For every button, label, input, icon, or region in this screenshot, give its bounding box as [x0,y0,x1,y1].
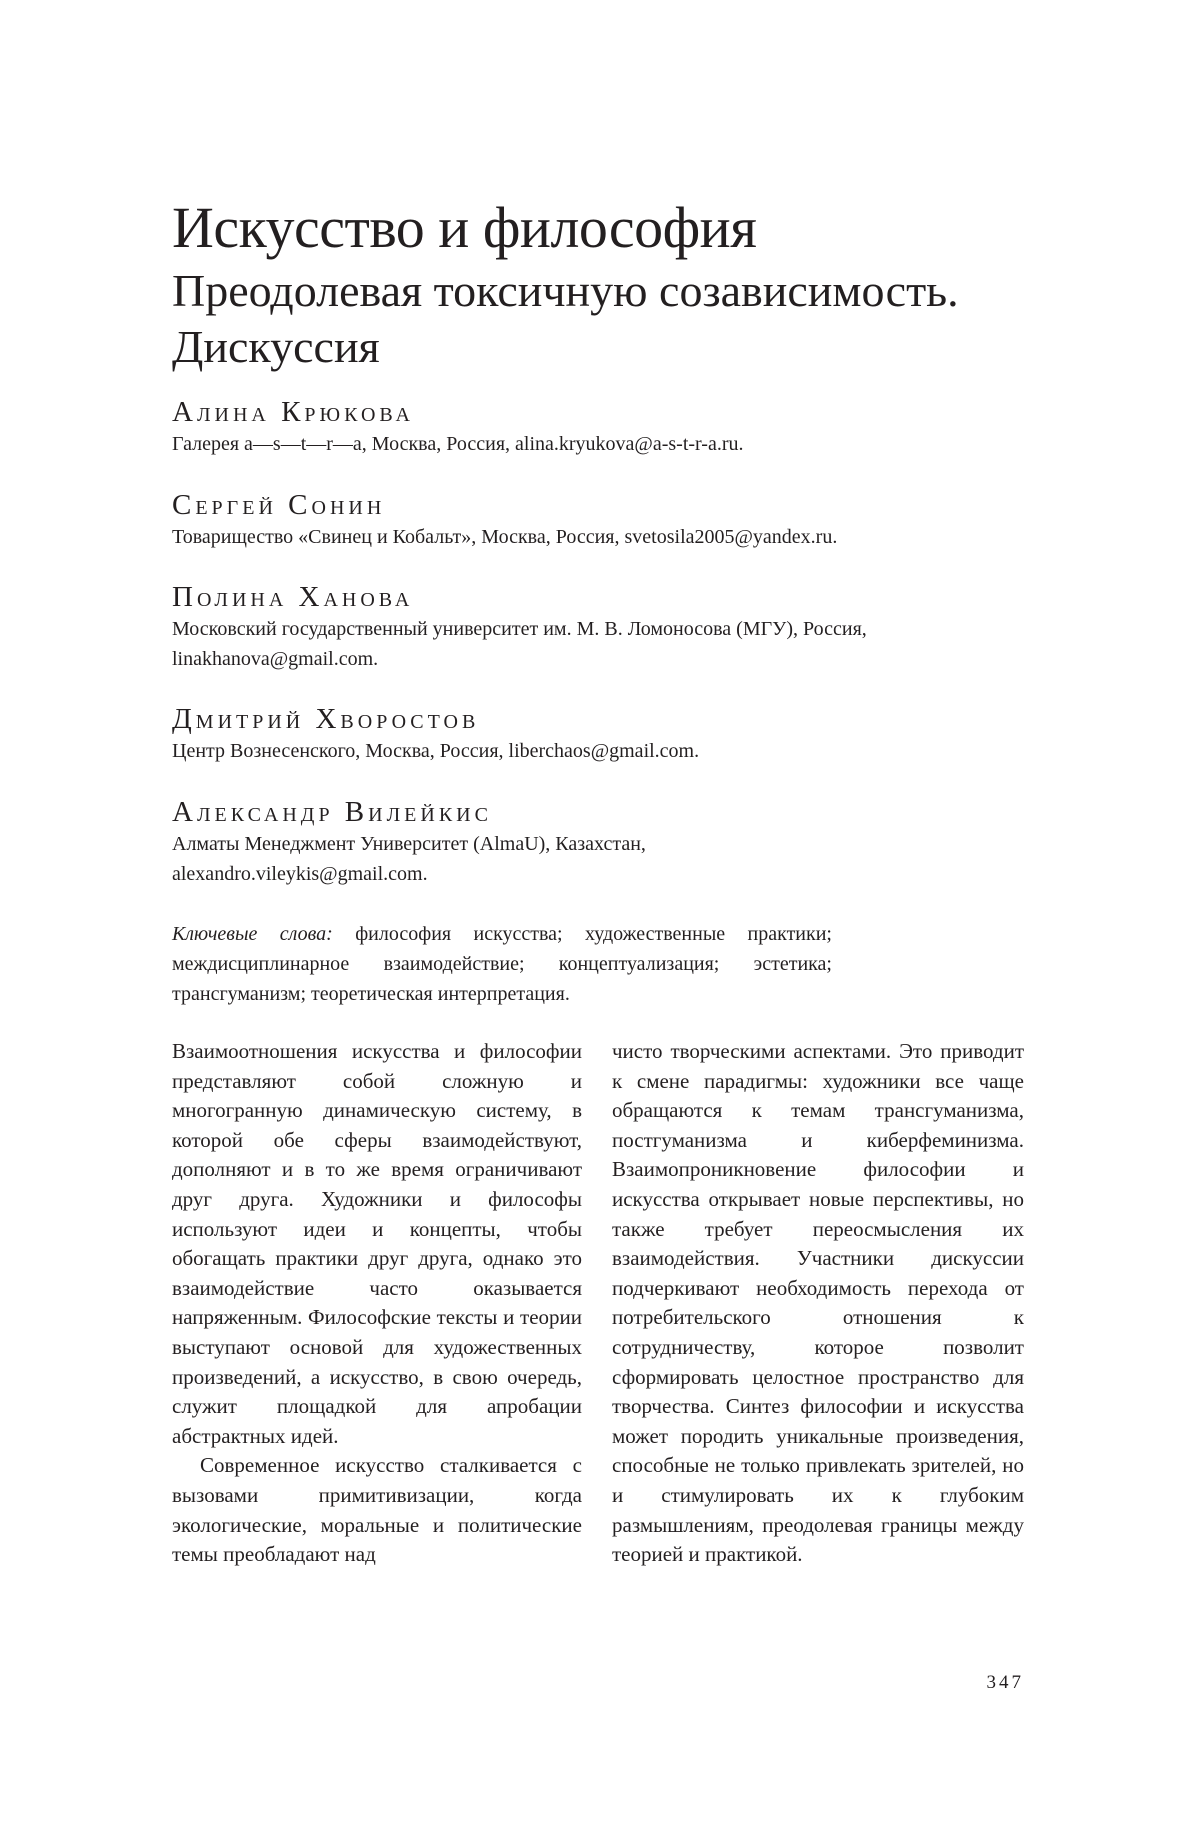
article-title: Искусство и философия [172,195,757,260]
author-name: Александр Вилейкис [172,796,492,828]
author-block [172,702,1032,766]
keywords-text: философия искусства; художественные практики; междисциплинарное взаимодействие; концептуализация; эстетика; трансгуманизм; теоретическая интерпретация. [172,923,832,1005]
author-block [172,795,1032,889]
author-affiliation: Центр Вознесенского, Москва, Россия, liberchaos@gmail.com. [172,740,700,762]
author-affiliation: Алматы Менеджмент Университет (AlmaU), Казахстан, alexandro.vileykis@gmail.com. [172,833,646,885]
page-number: 347 [986,1672,1024,1693]
body-column-left [172,1037,582,1570]
author-block [172,395,1032,459]
author-name: Сергей Сонин [172,489,386,521]
author-affiliation: Товарищество «Свинец и Кобальт», Москва, Россия, svetosila2005@yandex.ru. [172,526,838,548]
author-affiliation: Московский государственный университет им. М. В. Ломоносова (МГУ), Россия, linakhanova@gmail.com. [172,618,867,670]
author-name: Полина Ханова [172,581,414,613]
author-name: Алина Крюкова [172,396,414,428]
paragraph: чисто творческими аспектами. Это приводит к смене парадигмы: художники все чаще обращаются к темам трансгуманизма, постгуманизма и киберфеминизма. Взаимопроникновение философии и искусства открывает новые перспективы, но также требует переосмысления их взаимодействия. Участники дискуссии подчеркивают необходимость перехода от потребительского отношения к сотрудничеству, которое позволит сформировать целостное пространство для творчества. Синтез философии и искусства может породить уникальные произведения, способные не только привлекать зрителей, но и стимулировать их к глубоким размышлениям, преодолевая границы между теорией и практикой. [612,1039,1024,1567]
author-affiliation: Галерея a—s—t—r—a, Москва, Россия, alina.kryukova@a-s-t-r-a.ru. [172,433,744,455]
author-block [172,580,1032,674]
author-name: Дмитрий Хворостов [172,703,480,735]
paragraph: Современное искусство сталкивается с вызовами примитивизации, когда экологические, моральные и политические темы преобладают над [172,1453,582,1567]
body-column-right [612,1037,1024,1570]
keywords-label: Ключевые слова: [172,923,333,945]
author-block [172,488,1032,552]
keywords-block [172,919,832,1009]
article-subtitle: Преодолевая токсичную созависимость. Дискуссия [172,265,959,372]
paragraph: Взаимоотношения искусства и философии представляют собой сложную и многогранную динамическую систему, в которой обе сферы взаимодействуют, дополняют и в то же время ограничивают друг друга. Художники и философы используют идеи и концепты, чтобы обогащать практики друг друга, однако это взаимодействие часто оказывается напряженным. Философские тексты и теории выступают основой для художественных произведений, а искусство, в свою очередь, служит площадкой для апробации абстрактных идей. [172,1039,582,1448]
